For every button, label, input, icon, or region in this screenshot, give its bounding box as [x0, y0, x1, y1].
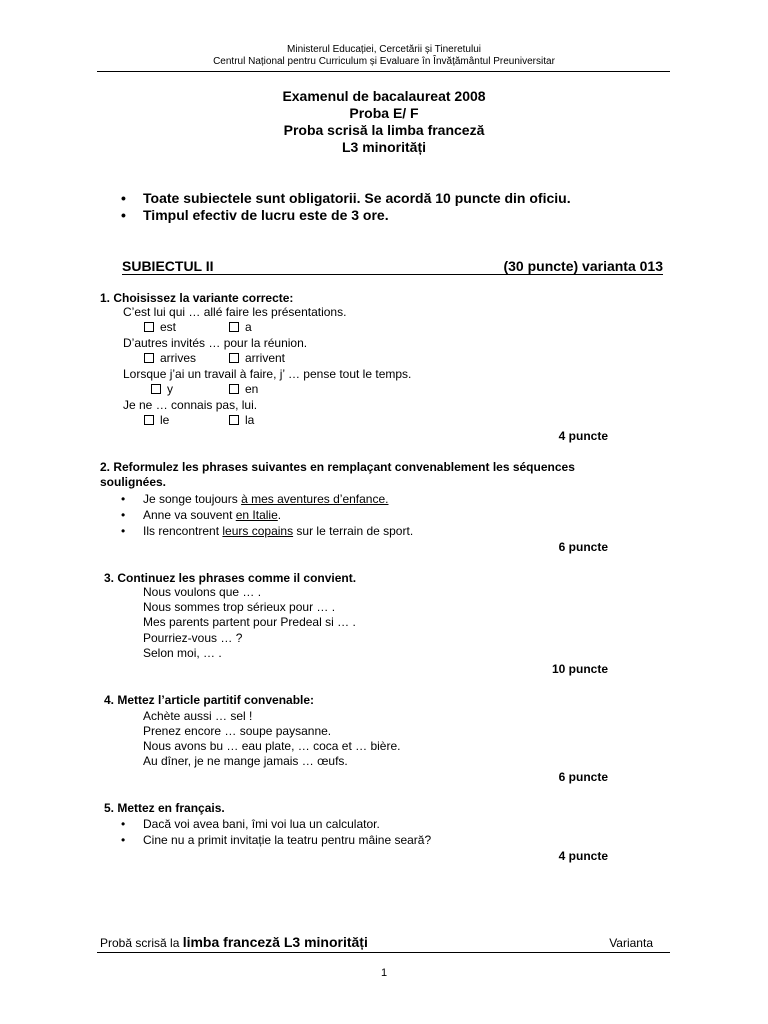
q1-points: 4 puncte	[558, 429, 608, 443]
q2-item: • Je songe toujours à mes aventures d’enfance.	[143, 492, 388, 506]
q4-line: Prenez encore … soupe paysanne.	[143, 724, 332, 738]
q1-option-a[interactable]: est	[144, 320, 176, 334]
q1-heading: 1. Choisissez la variante correcte:	[100, 291, 294, 305]
checkbox-icon[interactable]	[151, 384, 161, 394]
subject-score: (30 puncte) varianta 013	[503, 258, 663, 274]
q2-item: • Ils rencontrent leurs copains sur le terrain de sport.	[143, 524, 413, 538]
footer-left: Probă scrisă la limba franceză L3 minorități	[100, 934, 368, 950]
q5-heading: 5. Mettez en français.	[104, 801, 225, 815]
q1-sentence: C’est lui qui … allé faire les présentations.	[123, 305, 347, 319]
checkbox-icon[interactable]	[229, 384, 239, 394]
q4-line: Nous avons bu … eau plate, … coca et … bière.	[143, 739, 401, 753]
q1-sentence: D’autres invités … pour la réunion.	[123, 336, 308, 350]
q4-points: 6 puncte	[558, 770, 608, 784]
q1-option-b[interactable]: en	[229, 382, 258, 396]
header-center: Centrul Național pentru Curriculum și Evaluare în Învățământul Preuniversitar	[213, 56, 555, 67]
q1-sentence: Je ne … connais pas, lui.	[123, 398, 258, 412]
q3-points: 10 puncte	[551, 662, 608, 676]
q3-line: Nous sommes trop sérieux pour … .	[143, 600, 336, 614]
footer-variant: Varianta	[609, 936, 653, 950]
checkbox-icon[interactable]	[229, 415, 239, 425]
q5-item: • Dacă voi avea bani, îmi voi lua un calculator.	[143, 817, 380, 831]
q2-points: 6 puncte	[558, 540, 608, 554]
page-number: 1	[380, 967, 388, 979]
exam-proba: Proba E/ F	[349, 105, 419, 121]
q2-heading: 2. Reformulez les phrases suivantes en remplaçant convenablement les séquences	[100, 460, 575, 474]
q3-heading: 3. Continuez les phrases comme il convient.	[104, 571, 357, 585]
exam-title: Examenul de bacalaureat 2008	[282, 88, 486, 104]
subject-rule	[122, 274, 663, 275]
exam-subject: Proba scrisă la limba franceză	[283, 122, 485, 138]
q3-line: Nous voulons que … .	[143, 585, 262, 599]
exam-level: L3 minorități	[341, 139, 426, 155]
q3-line: Pourriez-vous … ?	[143, 631, 243, 645]
q1-option-b[interactable]: a	[229, 320, 252, 334]
q2-heading-cont: soulignées.	[100, 475, 167, 489]
q1-option-a[interactable]: le	[144, 413, 169, 427]
footer-rule	[97, 952, 670, 953]
checkbox-icon[interactable]	[144, 415, 154, 425]
q1-option-a[interactable]: arrives	[144, 351, 196, 365]
q4-line: Au dîner, je ne mange jamais … œufs.	[143, 754, 348, 768]
q5-item: • Cine nu a primit invitație la teatru pentru mâine seară?	[143, 833, 431, 847]
q3-line: Mes parents partent pour Predeal si … .	[143, 615, 356, 629]
q4-heading: 4. Mettez l’article partitif convenable:	[104, 693, 315, 707]
header-ministry: Ministerul Educației, Cercetării și Tineretului	[287, 44, 481, 55]
rule-item: • Toate subiectele sunt obligatorii. Se acordă 10 puncte din oficiu.	[143, 190, 571, 206]
q2-item: • Anne va souvent en Italie.	[143, 508, 281, 522]
checkbox-icon[interactable]	[229, 353, 239, 363]
q1-option-b[interactable]: la	[229, 413, 254, 427]
q3-line: Selon moi, … .	[143, 646, 222, 660]
rule-item: • Timpul efectiv de lucru este de 3 ore.	[143, 207, 389, 223]
header-rule	[97, 71, 670, 72]
checkbox-icon[interactable]	[144, 353, 154, 363]
subject-name: SUBIECTUL II	[122, 258, 214, 274]
q1-sentence: Lorsque j’ai un travail à faire, j’ … pense tout le temps.	[123, 367, 412, 381]
q1-option-b[interactable]: arrivent	[229, 351, 285, 365]
q4-line: Achète aussi … sel !	[143, 709, 253, 723]
q5-points: 4 puncte	[558, 849, 608, 863]
checkbox-icon[interactable]	[144, 322, 154, 332]
checkbox-icon[interactable]	[229, 322, 239, 332]
q1-option-a[interactable]: y	[151, 382, 173, 396]
